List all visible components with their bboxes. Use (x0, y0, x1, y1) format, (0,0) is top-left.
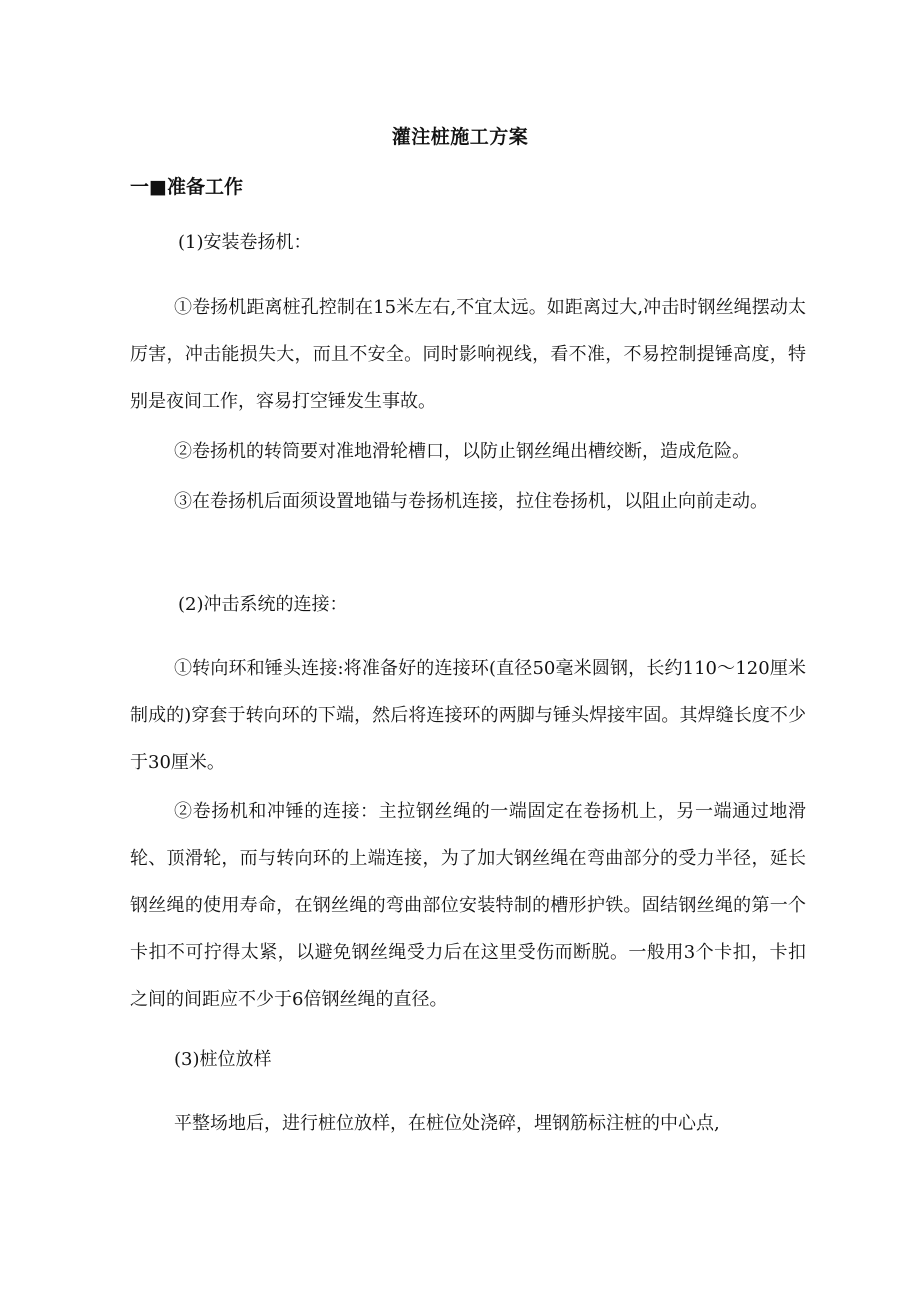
subheading-install-winch: (1)安装卷扬机： (178, 232, 312, 253)
paragraph-swivel-hammer: ①转向环和锤头连接:将准备好的连接环(直径50毫米圆钢，长约110～120厘米制成的)穿套于转向环的下端，然后将连接环的两脚与锤头焊接牢固。其焊缝长度不少于30厘米。 (130, 658, 806, 773)
paragraph-winch-drum: ②卷扬机的转筒要对准地滑轮槽口，以防止钢丝绳出槽绞断，造成危险。 (174, 441, 750, 462)
paragraph-winch-hammer: ②卷扬机和冲锤的连接：主拉钢丝绳的一端固定在卷扬机上，另一端通过地滑轮、顶滑轮，而与转向环的上端连接，为了加大钢丝绳在弯曲部分的受力半径，延长钢丝绳的使用寿命，在钢丝绳的弯曲部位安装特制的槽形护铁。固结钢丝绳的第一个卡扣不可拧得太紧，以避免钢丝绳受力后在这里受伤而断脱。一般用3个卡扣，卡扣之间的间距应不少于6倍钢丝绳的直径。 (130, 801, 806, 1010)
paragraph-pile-layout: 平整场地后，进行桩位放样，在桩位处浇碎，埋钢筋标注桩的中心点, (174, 1113, 720, 1134)
paragraph-winch-distance: ①卷扬机距离桩孔控制在15米左右,不宜太远。如距离过大,冲击时钢丝绳摆动太厉害，冲击能损失大，而且不安全。同时影响视线，看不准，不易控制提锤高度，特别是夜间工作，容易打空锤发生事故。 (130, 297, 806, 412)
section-heading-preparation: 一■准备工作 (130, 176, 243, 198)
document-title: 灌注桩施工方案 (391, 126, 529, 148)
subheading-impact-system: (2)冲击系统的连接： (178, 594, 348, 615)
subheading-pile-layout: (3)桩位放样 (174, 1049, 272, 1070)
paragraph-winch-anchor: ③在卷扬机后面须设置地锚与卷扬机连接，拉住卷扬机，以阻止向前走动。 (174, 491, 768, 512)
